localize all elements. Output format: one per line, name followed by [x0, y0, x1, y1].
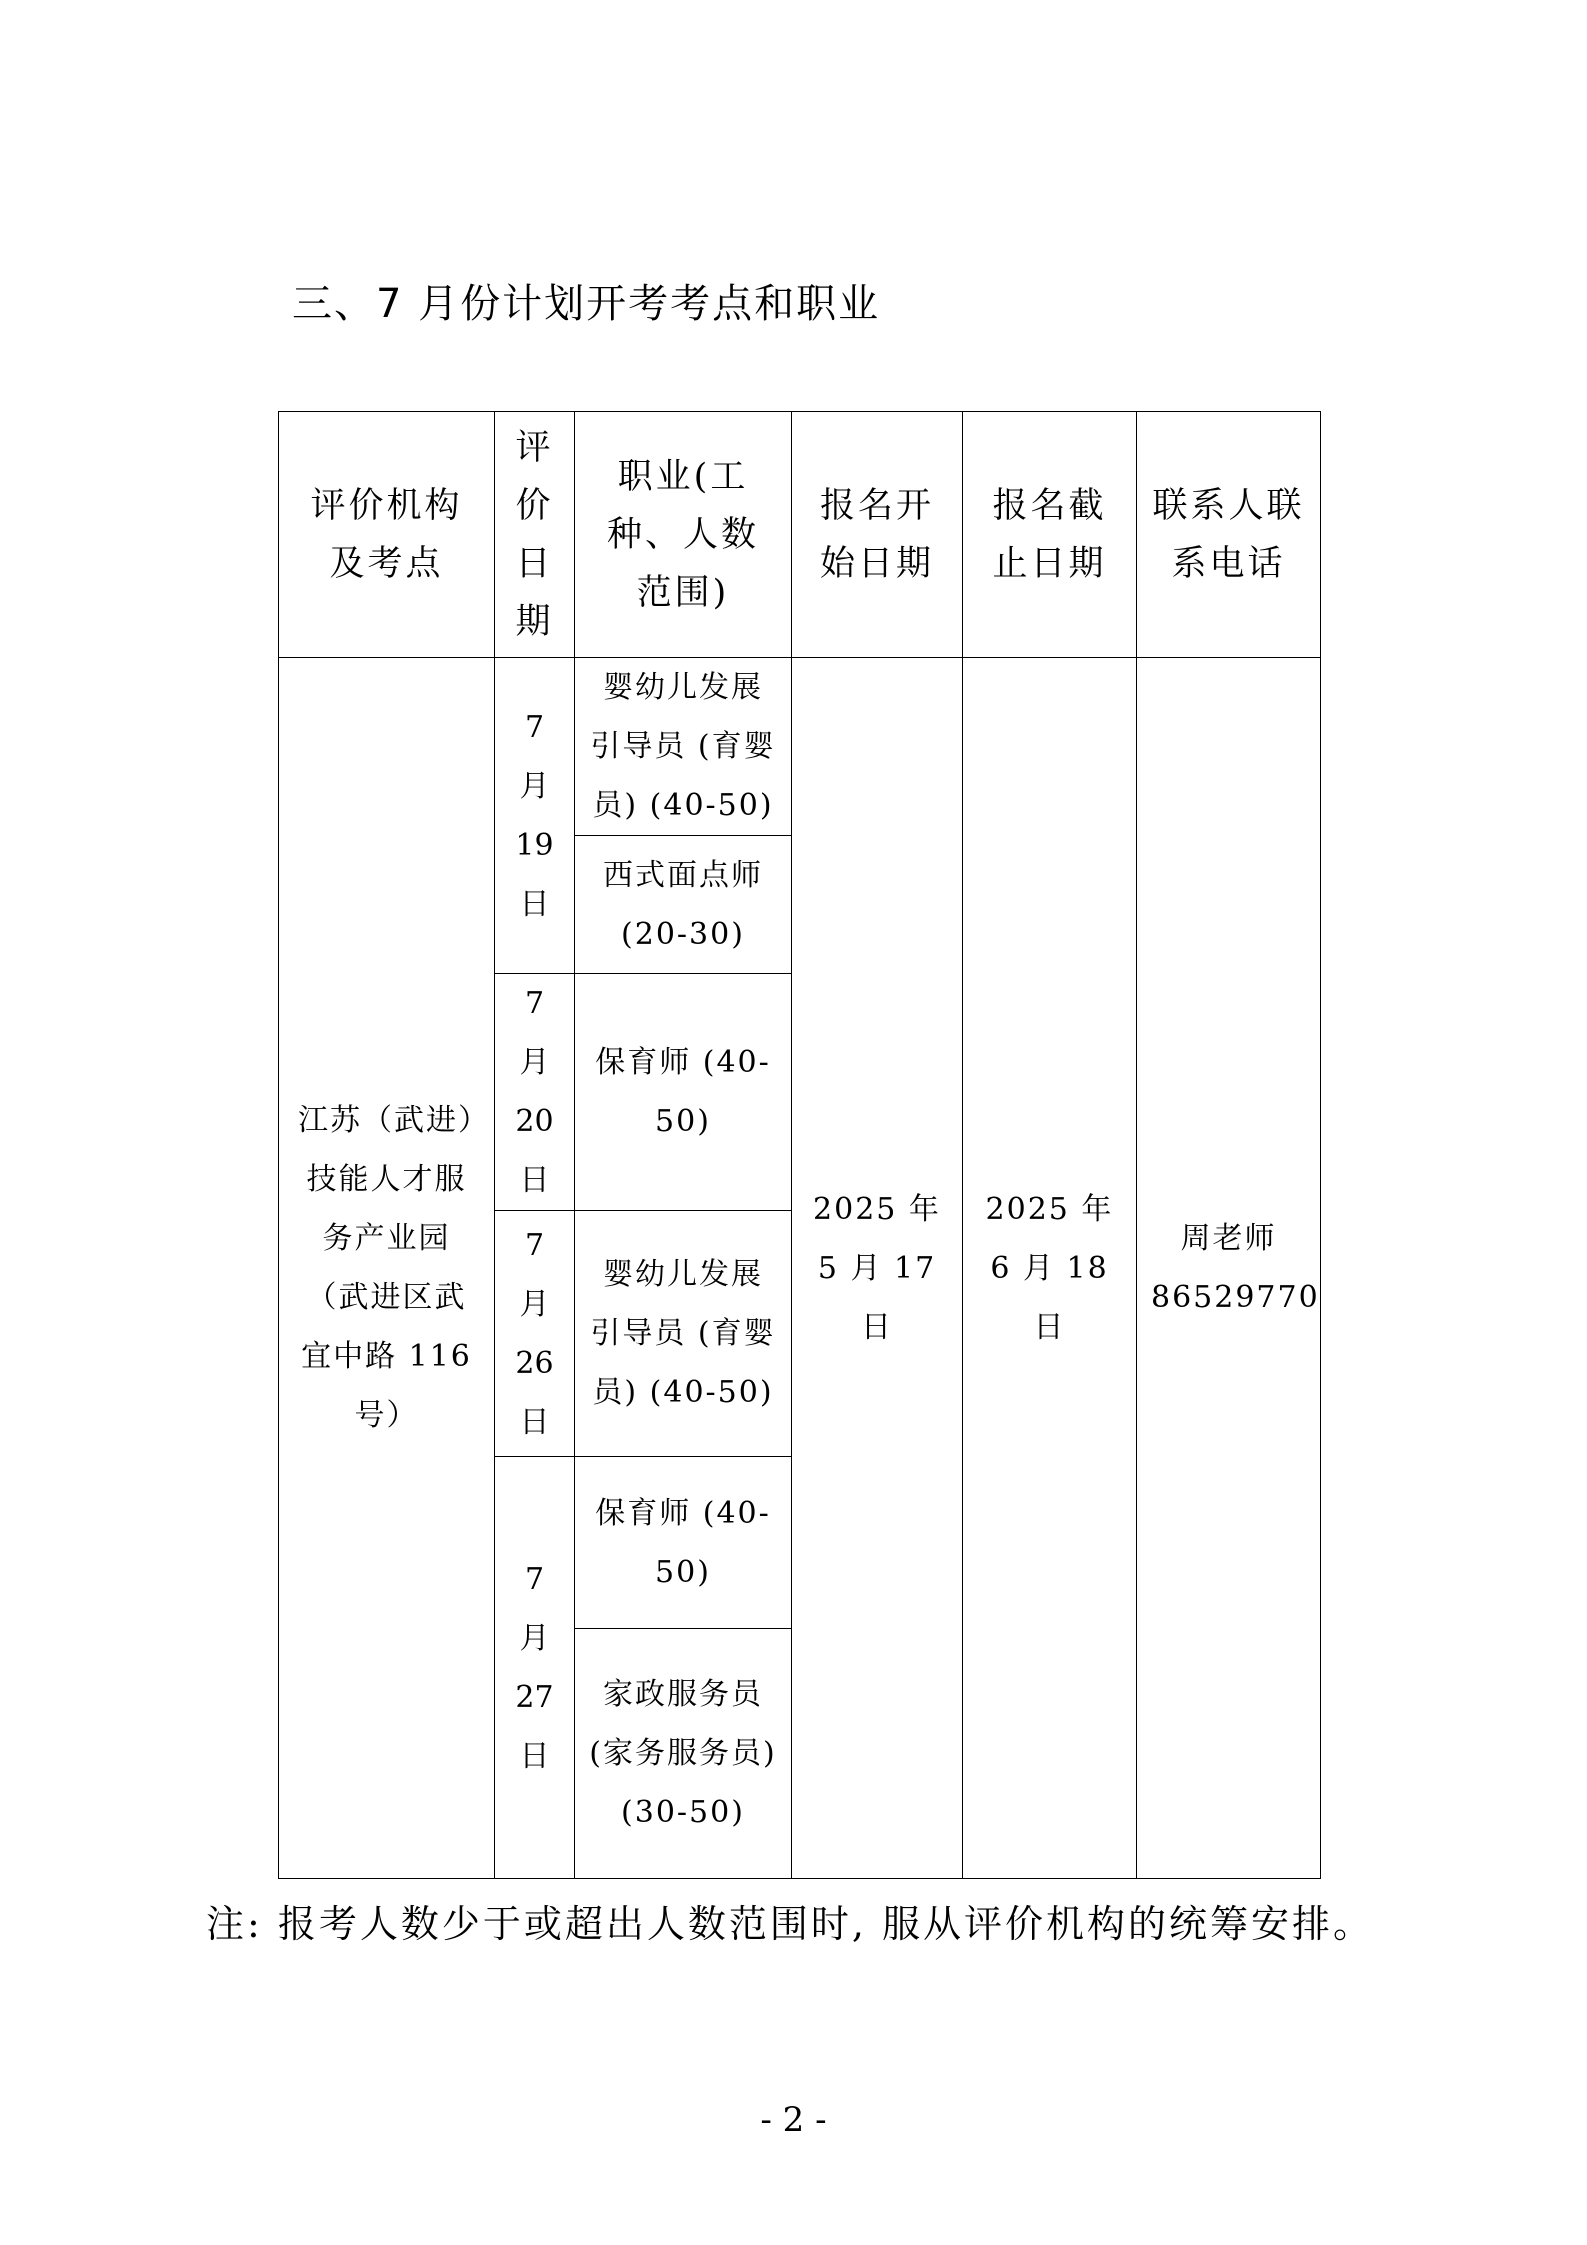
table-note: 注: 报考人数少于或超出人数范围时, 服从评价机构的统筹安排。 [206, 1902, 1375, 1946]
section-heading: 三、7 月份计划开考考点和职业 [292, 281, 881, 327]
page-number: - 2 - [760, 2100, 827, 2140]
occupation-cell: 家政服务员 (家务服务员) (30-50) [575, 1629, 792, 1879]
institution-cell: 江苏（武进）技能人才服务产业园（武进区武宜中路 116 号） [279, 658, 495, 1879]
reg-start-cell: 2025 年 5 月 17 日 [792, 658, 963, 1879]
header-occupation: 职业(工种、人数范围) [575, 412, 792, 658]
header-contact: 联系人联系电话 [1137, 412, 1321, 658]
header-row [279, 412, 1321, 658]
eval-date-cell: 7月26日 [495, 1211, 575, 1457]
contact-cell [1137, 658, 1321, 1879]
header-institution: 评价机构及考点 [279, 412, 495, 658]
occupation-cell: 西式面点师 (20-30) [575, 836, 792, 974]
header-reg-end: 报名截止日期 [963, 412, 1137, 658]
occupation-cell: 保育师 (40-50) [575, 1457, 792, 1629]
eval-date-cell: 7月27日 [495, 1457, 575, 1879]
contact-name: 周老师 [1180, 1221, 1277, 1256]
occupation-cell: 婴幼儿发展引导员 (育婴员) (40-50) [575, 658, 792, 836]
exam-plan-table [278, 411, 1321, 1879]
occupation-cell: 保育师 (40-50) [575, 974, 792, 1211]
eval-date-cell: 7月19日 [495, 658, 575, 974]
occupation-cell: 婴幼儿发展引导员 (育婴员) (40-50) [575, 1211, 792, 1457]
table-row [279, 658, 1321, 836]
header-eval-date: 评价日期 [495, 412, 575, 658]
contact-phone: 86529770 [1151, 1280, 1320, 1315]
eval-date-cell: 7月20日 [495, 974, 575, 1211]
header-reg-start: 报名开始日期 [792, 412, 963, 658]
reg-end-cell: 2025 年 6 月 18 日 [963, 658, 1137, 1879]
